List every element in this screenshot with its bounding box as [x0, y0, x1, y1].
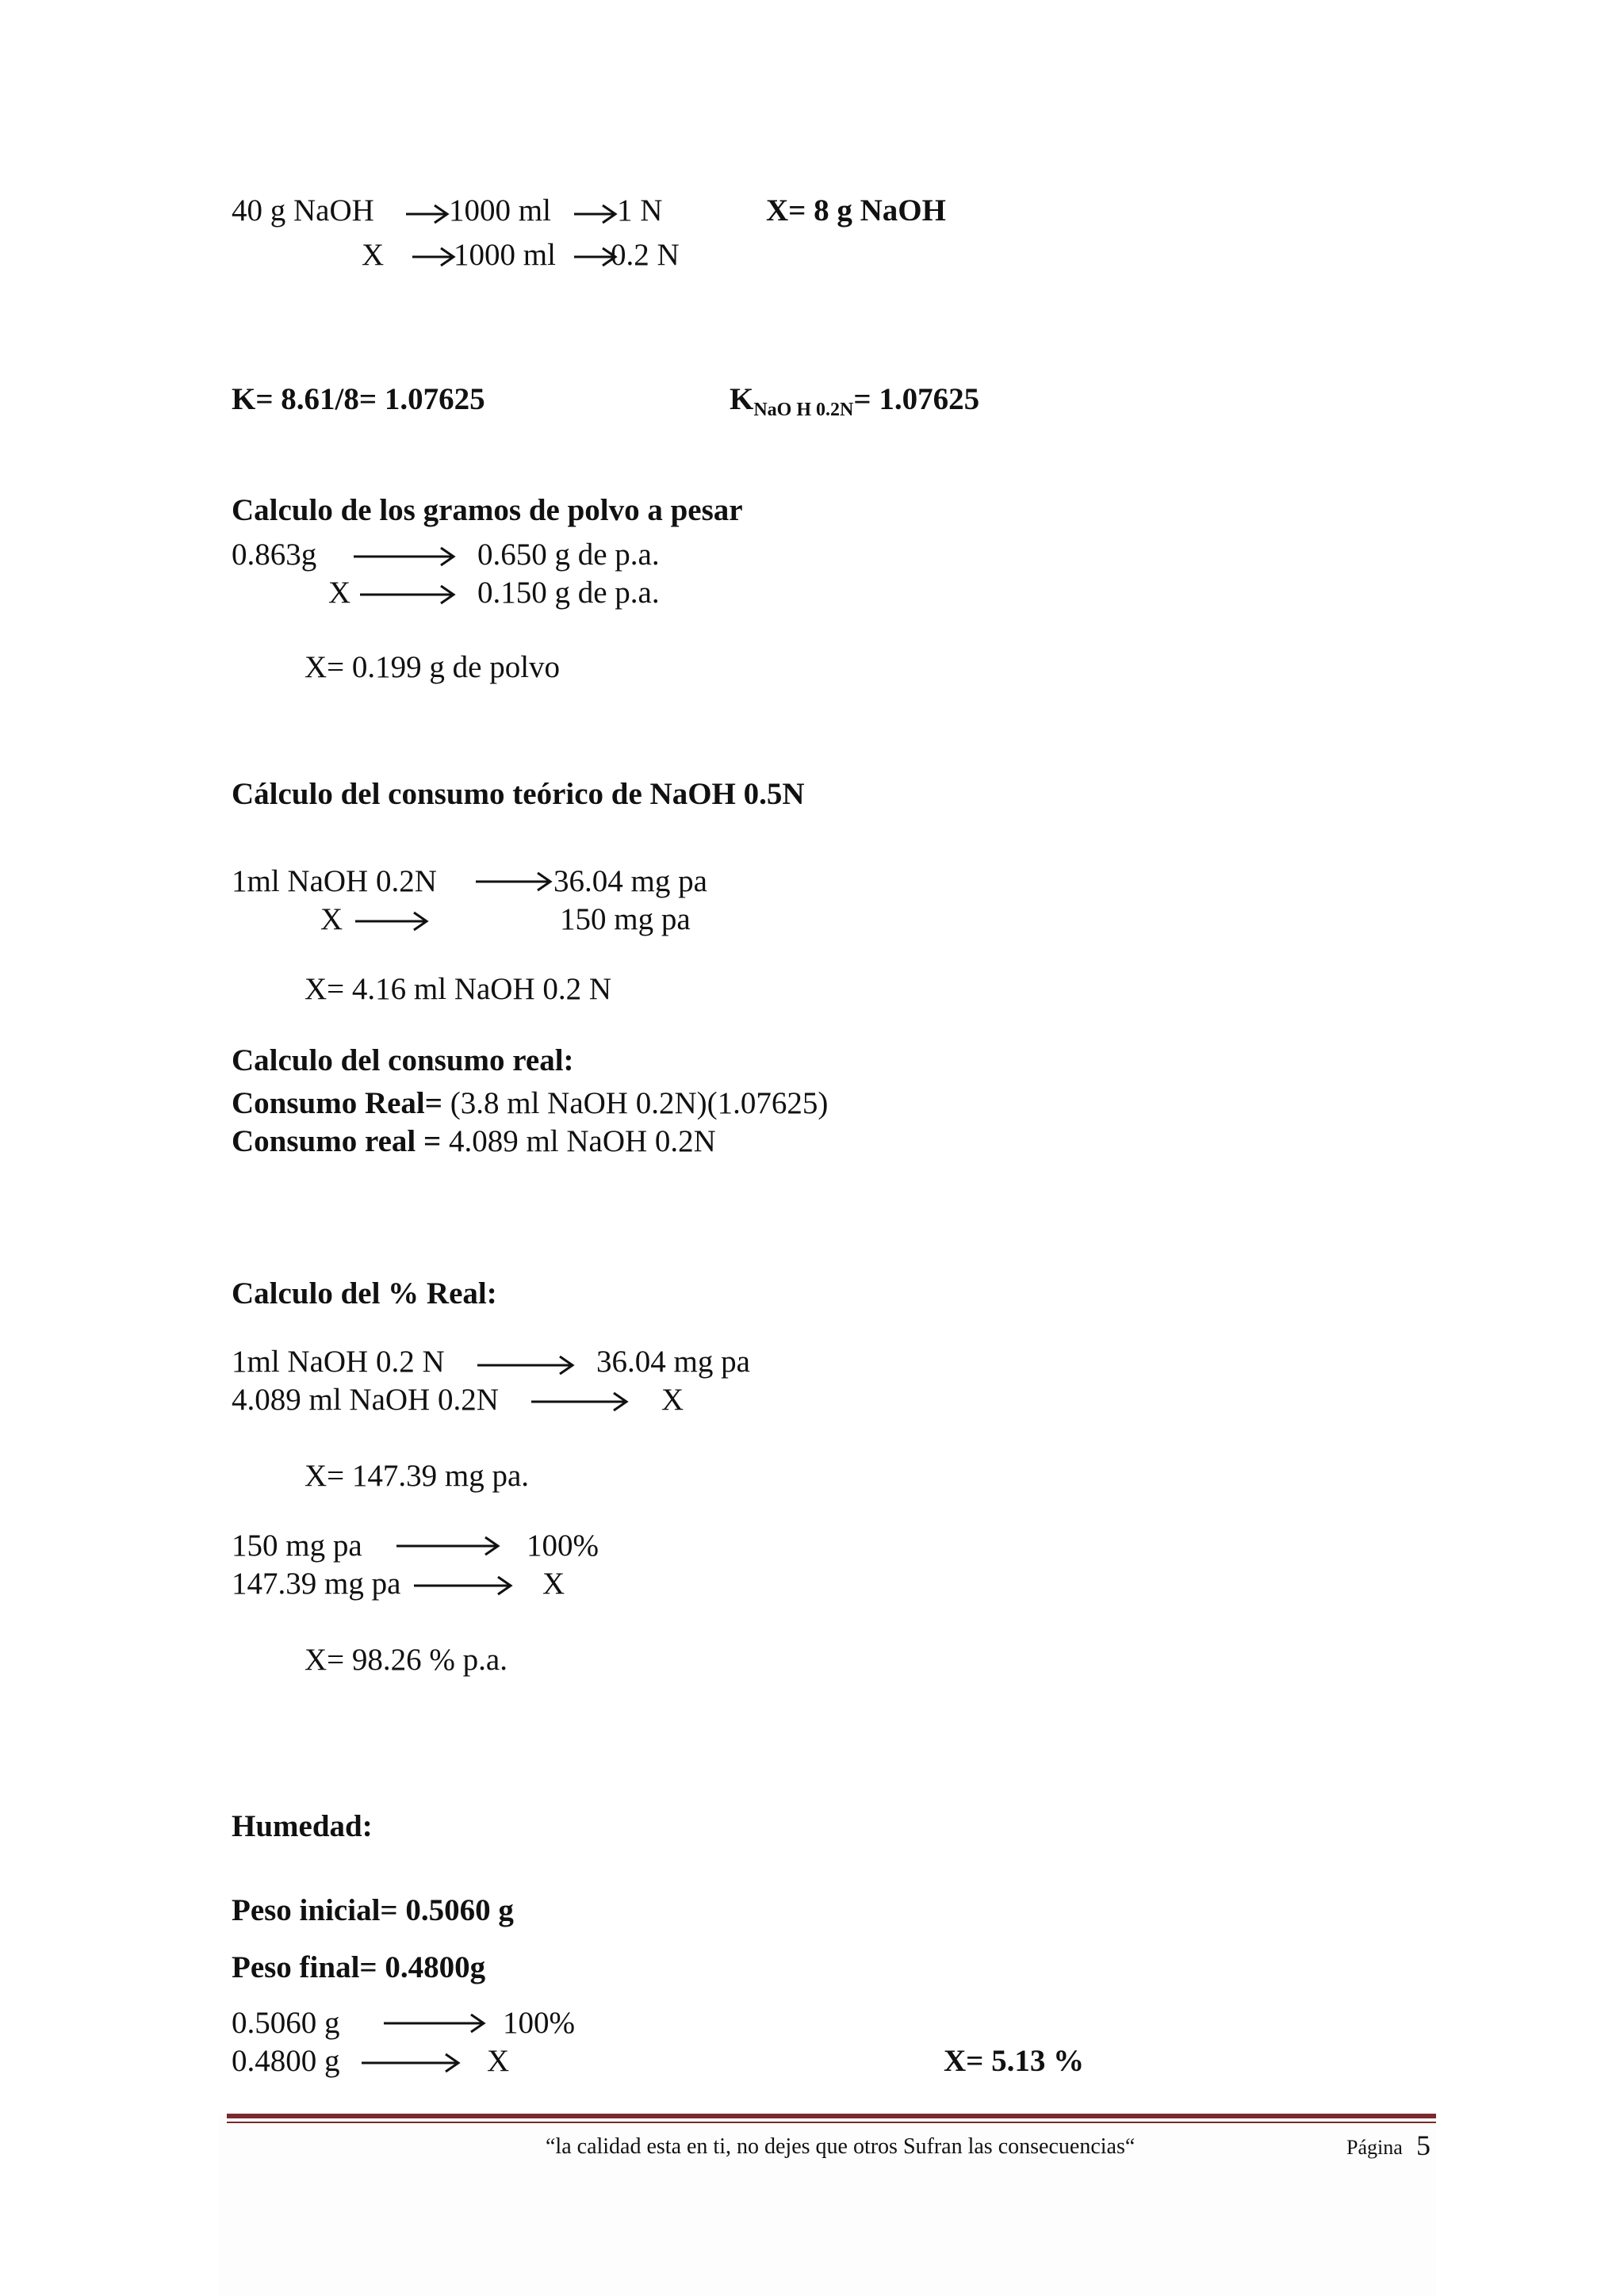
consumo-real-line2	[232, 1126, 716, 1157]
consumo-real-formula: (3.8 ml NaOH 0.2N)(1.07625)	[442, 1086, 829, 1120]
real-row1-left: 1ml NaOH 0.2 N	[232, 1345, 445, 1379]
heading-consumo-teorico: Cálculo del consumo teórico de NaOH 0.5N	[232, 777, 805, 811]
arrow-icon	[476, 1353, 576, 1378]
k-value: = 1.07625	[853, 382, 980, 416]
polvo-row1-left: 0.863g	[232, 538, 317, 572]
arrow-icon	[573, 201, 619, 227]
heading-humedad: Humedad:	[232, 1809, 373, 1843]
arrow-icon	[358, 582, 457, 607]
real-row4-right: X	[542, 1567, 565, 1601]
real-row2-right: X	[661, 1383, 684, 1417]
heading-gramos-polvo: Calculo de los gramos de polvo a pesar	[232, 493, 743, 527]
real-row2-left: 4.089 ml NaOH 0.2N	[232, 1383, 499, 1417]
arrow-icon	[352, 544, 457, 569]
humedad-row2-right: X	[487, 2044, 510, 2078]
arrow-icon	[404, 201, 450, 227]
teorico-result: X= 4.16 ml NaOH 0.2 N	[304, 972, 612, 1006]
teorico-row2-right: 150 mg pa	[560, 902, 691, 936]
heading-porcentaje-real: Calculo del % Real:	[232, 1276, 497, 1311]
k-factor-calculation: K= 8.61/8= 1.07625	[232, 382, 485, 416]
consumo-real-label: Consumo real =	[232, 1124, 442, 1158]
peso-inicial: Peso inicial= 0.5060 g	[232, 1893, 514, 1927]
polvo-result: X= 0.199 g de polvo	[304, 650, 561, 684]
naoh-result: X= 8 g NaOH	[766, 193, 946, 228]
naoh-row1-mass: 40 g NaOH	[232, 193, 374, 228]
arrow-icon	[395, 1533, 501, 1559]
k-subscript: NaO H 0.2N	[753, 400, 854, 420]
teorico-row1-left: 1ml NaOH 0.2N	[232, 864, 437, 898]
k-symbol: K	[730, 382, 754, 416]
consumo-real-value: 4.089 ml NaOH 0.2N	[441, 1124, 716, 1158]
real-row3-right: 100%	[527, 1529, 599, 1563]
page-label: Página	[1346, 2136, 1403, 2159]
naoh-row2-normality: 0.2 N	[611, 238, 680, 272]
arrow-icon	[360, 2050, 462, 2076]
humedad-row1-right: 100%	[503, 2006, 575, 2040]
consumo-real-line1	[232, 1088, 828, 1119]
naoh-row1-volume: 1000 ml	[449, 193, 551, 228]
k-naoh-factor	[730, 382, 980, 420]
humedad-row1-left: 0.5060 g	[232, 2006, 340, 2040]
footer-rule	[227, 2114, 1436, 2118]
arrow-icon	[354, 909, 430, 934]
naoh-row1-normality: 1 N	[617, 193, 663, 228]
peso-final: Peso final= 0.4800g	[232, 1950, 486, 1984]
heading-consumo-real: Calculo del consumo real:	[232, 1043, 574, 1077]
polvo-row2-right: 0.150 g de p.a.	[477, 576, 660, 610]
polvo-row1-right: 0.650 g de p.a.	[477, 538, 660, 572]
arrow-icon	[411, 244, 457, 270]
humedad-result: X= 5.13 %	[944, 2044, 1085, 2078]
naoh-row2-x: X	[362, 238, 385, 272]
page-number: 5	[1416, 2130, 1431, 2161]
real-result-percent: X= 98.26 % p.a.	[304, 1643, 508, 1677]
real-row4-left: 147.39 mg pa	[232, 1567, 401, 1601]
arrow-icon	[382, 2011, 487, 2036]
footer-rule-thin	[227, 2122, 1436, 2123]
real-row1-right: 36.04 mg pa	[596, 1345, 750, 1379]
naoh-row2-volume: 1000 ml	[454, 238, 556, 272]
teorico-row2-left: X	[320, 902, 343, 936]
teorico-row1-right: 36.04 mg pa	[553, 864, 707, 898]
arrow-icon	[530, 1389, 630, 1414]
humedad-row2-left: 0.4800 g	[232, 2044, 340, 2078]
consumo-real-label: Consumo Real=	[232, 1086, 442, 1120]
real-row3-left: 150 mg pa	[232, 1529, 362, 1563]
arrow-icon	[412, 1573, 514, 1598]
real-result-mg: X= 147.39 mg pa.	[304, 1459, 530, 1493]
footer-quote: “la calidad esta en ti, no dejes que otros Sufran las consecuencias“	[546, 2134, 1136, 2159]
polvo-row2-left: X	[328, 576, 351, 610]
arrow-icon	[474, 869, 553, 894]
